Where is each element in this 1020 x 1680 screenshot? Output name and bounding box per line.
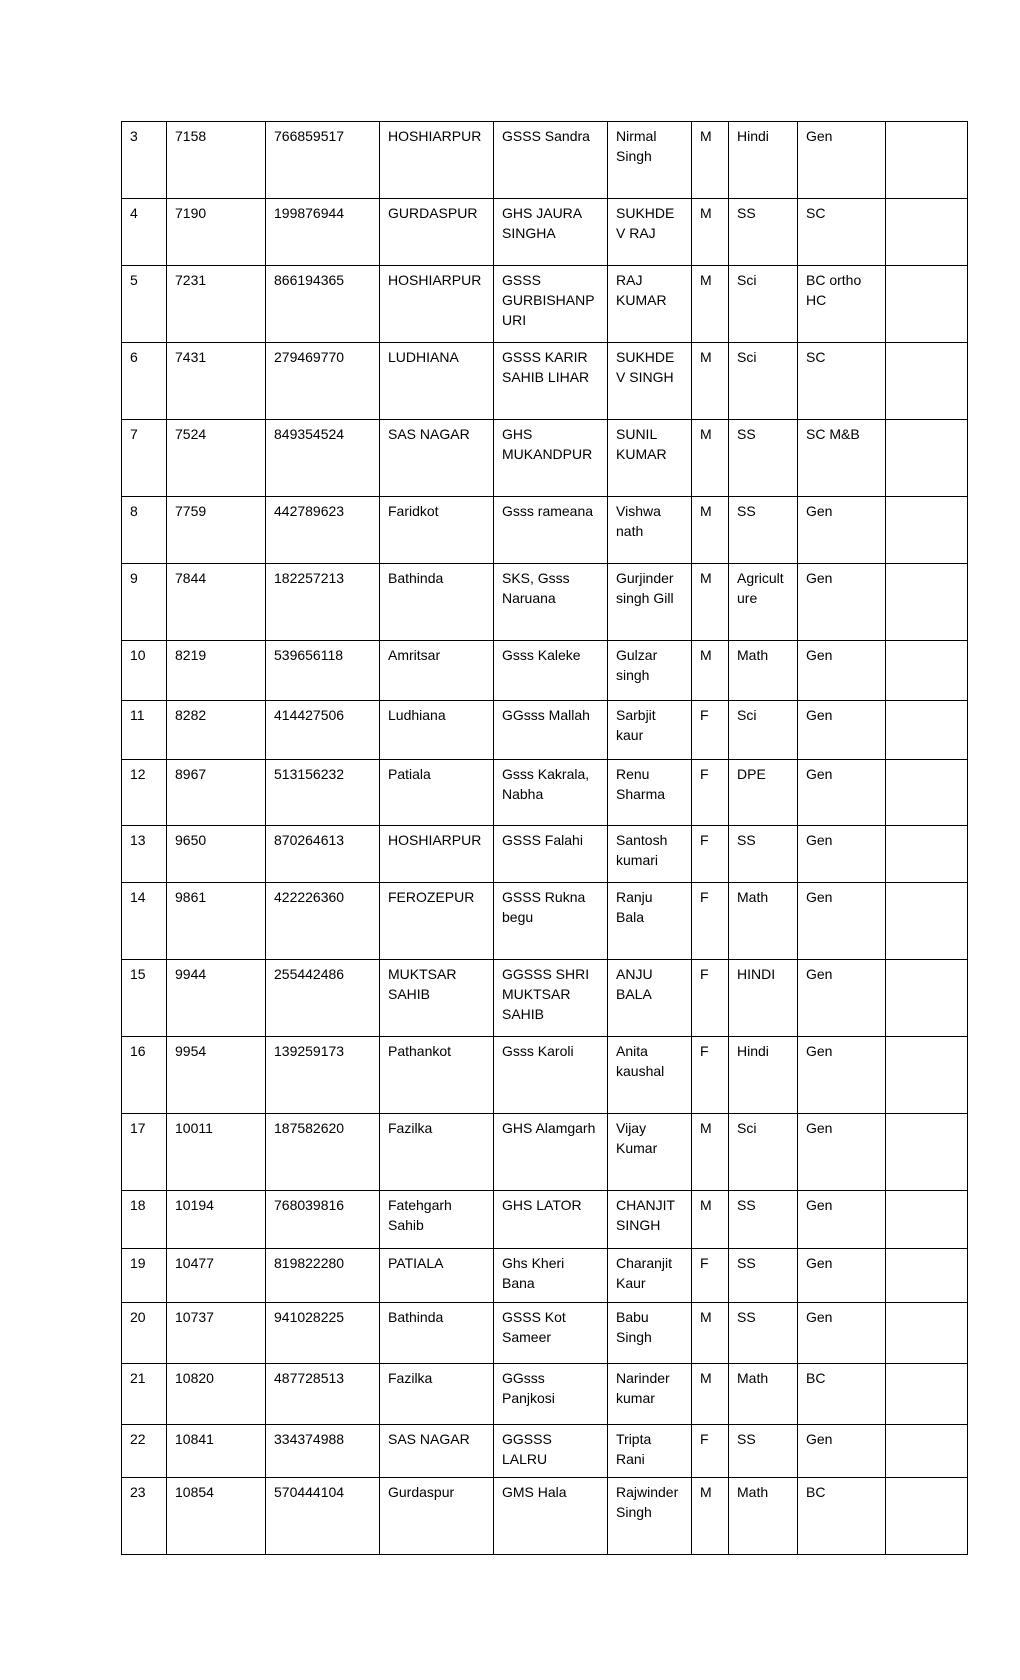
gender-cell: F <box>692 1425 729 1478</box>
serial-number-cell: 20 <box>122 1303 167 1364</box>
name-cell: Gurjinder singh Gill <box>608 564 692 641</box>
subject-cell: Hindi <box>729 122 798 199</box>
district-cell: PATIALA <box>380 1249 494 1303</box>
subject-cell: Math <box>729 641 798 701</box>
id-number-cell: 570444104 <box>266 1478 380 1555</box>
id-number-cell: 539656118 <box>266 641 380 701</box>
name-cell: Nirmal Singh <box>608 122 692 199</box>
category-cell: Gen <box>798 1114 886 1191</box>
school-cell: GSSS GURBISHANPURI <box>494 266 608 343</box>
table-row <box>122 1191 968 1249</box>
school-cell: GSSS Rukna begu <box>494 883 608 960</box>
district-cell: Patiala <box>380 760 494 826</box>
name-cell: Renu Sharma <box>608 760 692 826</box>
table-row <box>122 1478 968 1555</box>
school-cell: GSSS KARIR SAHIB LIHAR <box>494 343 608 420</box>
code-cell: 10011 <box>167 1114 266 1191</box>
remarks-cell <box>886 1364 968 1425</box>
table-row <box>122 1114 968 1191</box>
category-cell: Gen <box>798 826 886 883</box>
code-cell: 10737 <box>167 1303 266 1364</box>
serial-number-cell: 19 <box>122 1249 167 1303</box>
remarks-cell <box>886 564 968 641</box>
teacher-list-table <box>121 121 968 1555</box>
category-cell: Gen <box>798 641 886 701</box>
gender-cell: M <box>692 564 729 641</box>
serial-number-cell: 13 <box>122 826 167 883</box>
district-cell: Gurdaspur <box>380 1478 494 1555</box>
district-cell: LUDHIANA <box>380 343 494 420</box>
code-cell: 7158 <box>167 122 266 199</box>
school-cell: GGsss Mallah <box>494 701 608 760</box>
code-cell: 7231 <box>167 266 266 343</box>
code-cell: 7431 <box>167 343 266 420</box>
name-cell: SUKHDEV RAJ <box>608 199 692 266</box>
name-cell: Vijay Kumar <box>608 1114 692 1191</box>
table-row <box>122 564 968 641</box>
school-cell: GGsss Panjkosi <box>494 1364 608 1425</box>
serial-number-cell: 12 <box>122 760 167 826</box>
name-cell: SUKHDEV SINGH <box>608 343 692 420</box>
school-cell: Ghs Kheri Bana <box>494 1249 608 1303</box>
table-row <box>122 497 968 564</box>
table-row <box>122 199 968 266</box>
table-row <box>122 1037 968 1114</box>
name-cell: Gulzar singh <box>608 641 692 701</box>
name-cell: Narinder kumar <box>608 1364 692 1425</box>
school-cell: Gsss Kaleke <box>494 641 608 701</box>
remarks-cell <box>886 1191 968 1249</box>
remarks-cell <box>886 1114 968 1191</box>
serial-number-cell: 22 <box>122 1425 167 1478</box>
serial-number-cell: 18 <box>122 1191 167 1249</box>
code-cell: 9954 <box>167 1037 266 1114</box>
subject-cell: Sci <box>729 266 798 343</box>
table-row <box>122 701 968 760</box>
id-number-cell: 849354524 <box>266 420 380 497</box>
code-cell: 7524 <box>167 420 266 497</box>
category-cell: BC ortho HC <box>798 266 886 343</box>
id-number-cell: 513156232 <box>266 760 380 826</box>
serial-number-cell: 3 <box>122 122 167 199</box>
table-row <box>122 343 968 420</box>
serial-number-cell: 17 <box>122 1114 167 1191</box>
gender-cell: M <box>692 1364 729 1425</box>
table-row <box>122 122 968 199</box>
serial-number-cell: 11 <box>122 701 167 760</box>
school-cell: SKS, Gsss Naruana <box>494 564 608 641</box>
subject-cell: SS <box>729 1303 798 1364</box>
district-cell: GURDASPUR <box>380 199 494 266</box>
remarks-cell <box>886 199 968 266</box>
name-cell: Babu Singh <box>608 1303 692 1364</box>
gender-cell: M <box>692 420 729 497</box>
category-cell: Gen <box>798 122 886 199</box>
remarks-cell <box>886 1303 968 1364</box>
id-number-cell: 819822280 <box>266 1249 380 1303</box>
school-cell: GSSS Kot Sameer <box>494 1303 608 1364</box>
id-number-cell: 139259173 <box>266 1037 380 1114</box>
subject-cell: SS <box>729 497 798 564</box>
category-cell: BC <box>798 1478 886 1555</box>
remarks-cell <box>886 420 968 497</box>
subject-cell: Math <box>729 1478 798 1555</box>
remarks-cell <box>886 1037 968 1114</box>
category-cell: Gen <box>798 1249 886 1303</box>
subject-cell: SS <box>729 826 798 883</box>
subject-cell: HINDI <box>729 960 798 1037</box>
category-cell: Gen <box>798 883 886 960</box>
subject-cell: Sci <box>729 343 798 420</box>
subject-cell: DPE <box>729 760 798 826</box>
id-number-cell: 279469770 <box>266 343 380 420</box>
subject-cell: SS <box>729 1191 798 1249</box>
code-cell: 10841 <box>167 1425 266 1478</box>
gender-cell: M <box>692 1114 729 1191</box>
category-cell: Gen <box>798 960 886 1037</box>
school-cell: Gsss Karoli <box>494 1037 608 1114</box>
district-cell: Bathinda <box>380 564 494 641</box>
remarks-cell <box>886 826 968 883</box>
remarks-cell <box>886 701 968 760</box>
district-cell: FEROZEPUR <box>380 883 494 960</box>
remarks-cell <box>886 960 968 1037</box>
gender-cell: M <box>692 199 729 266</box>
gender-cell: F <box>692 701 729 760</box>
serial-number-cell: 6 <box>122 343 167 420</box>
table-row <box>122 420 968 497</box>
category-cell: Gen <box>798 701 886 760</box>
id-number-cell: 766859517 <box>266 122 380 199</box>
category-cell: Gen <box>798 1191 886 1249</box>
gender-cell: F <box>692 760 729 826</box>
table-row <box>122 883 968 960</box>
subject-cell: SS <box>729 1249 798 1303</box>
remarks-cell <box>886 343 968 420</box>
id-number-cell: 199876944 <box>266 199 380 266</box>
id-number-cell: 334374988 <box>266 1425 380 1478</box>
district-cell: Amritsar <box>380 641 494 701</box>
gender-cell: M <box>692 266 729 343</box>
table-row <box>122 641 968 701</box>
category-cell: SC M&B <box>798 420 886 497</box>
id-number-cell: 941028225 <box>266 1303 380 1364</box>
serial-number-cell: 5 <box>122 266 167 343</box>
school-cell: GHS LATOR <box>494 1191 608 1249</box>
table-body <box>122 122 968 1555</box>
gender-cell: M <box>692 1191 729 1249</box>
table-row <box>122 1249 968 1303</box>
name-cell: Vishwa nath <box>608 497 692 564</box>
remarks-cell <box>886 1478 968 1555</box>
school-cell: GGSSS LALRU <box>494 1425 608 1478</box>
code-cell: 10820 <box>167 1364 266 1425</box>
subject-cell: SS <box>729 199 798 266</box>
category-cell: Gen <box>798 564 886 641</box>
id-number-cell: 422226360 <box>266 883 380 960</box>
remarks-cell <box>886 1249 968 1303</box>
name-cell: Charanjit Kaur <box>608 1249 692 1303</box>
id-number-cell: 182257213 <box>266 564 380 641</box>
code-cell: 9861 <box>167 883 266 960</box>
district-cell: Fazilka <box>380 1114 494 1191</box>
code-cell: 7190 <box>167 199 266 266</box>
district-cell: Fazilka <box>380 1364 494 1425</box>
code-cell: 8219 <box>167 641 266 701</box>
subject-cell: Sci <box>729 1114 798 1191</box>
code-cell: 7844 <box>167 564 266 641</box>
subject-cell: Sci <box>729 701 798 760</box>
table-row <box>122 1303 968 1364</box>
code-cell: 7759 <box>167 497 266 564</box>
gender-cell: M <box>692 497 729 564</box>
district-cell: MUKTSAR SAHIB <box>380 960 494 1037</box>
subject-cell: Math <box>729 883 798 960</box>
name-cell: SUNIL KUMAR <box>608 420 692 497</box>
category-cell: SC <box>798 199 886 266</box>
subject-cell: SS <box>729 1425 798 1478</box>
code-cell: 9650 <box>167 826 266 883</box>
name-cell: Tripta Rani <box>608 1425 692 1478</box>
remarks-cell <box>886 641 968 701</box>
subject-cell: SS <box>729 420 798 497</box>
remarks-cell <box>886 122 968 199</box>
gender-cell: F <box>692 1037 729 1114</box>
gender-cell: F <box>692 826 729 883</box>
school-cell: GMS Hala <box>494 1478 608 1555</box>
code-cell: 8282 <box>167 701 266 760</box>
table-row <box>122 1364 968 1425</box>
gender-cell: M <box>692 343 729 420</box>
district-cell: Fatehgarh Sahib <box>380 1191 494 1249</box>
id-number-cell: 487728513 <box>266 1364 380 1425</box>
id-number-cell: 187582620 <box>266 1114 380 1191</box>
school-cell: GSSS Falahi <box>494 826 608 883</box>
serial-number-cell: 4 <box>122 199 167 266</box>
category-cell: SC <box>798 343 886 420</box>
name-cell: RAJ KUMAR <box>608 266 692 343</box>
table-row <box>122 1425 968 1478</box>
serial-number-cell: 9 <box>122 564 167 641</box>
gender-cell: M <box>692 122 729 199</box>
remarks-cell <box>886 497 968 564</box>
serial-number-cell: 8 <box>122 497 167 564</box>
subject-cell: Hindi <box>729 1037 798 1114</box>
id-number-cell: 442789623 <box>266 497 380 564</box>
gender-cell: F <box>692 883 729 960</box>
name-cell: CHANJIT SINGH <box>608 1191 692 1249</box>
gender-cell: M <box>692 1303 729 1364</box>
district-cell: HOSHIARPUR <box>380 826 494 883</box>
name-cell: Ranju Bala <box>608 883 692 960</box>
district-cell: Bathinda <box>380 1303 494 1364</box>
table-row <box>122 266 968 343</box>
serial-number-cell: 10 <box>122 641 167 701</box>
school-cell: GSSS Sandra <box>494 122 608 199</box>
remarks-cell <box>886 760 968 826</box>
subject-cell: Math <box>729 1364 798 1425</box>
name-cell: ANJU BALA <box>608 960 692 1037</box>
school-cell: GHS JAURA SINGHA <box>494 199 608 266</box>
code-cell: 10194 <box>167 1191 266 1249</box>
id-number-cell: 255442486 <box>266 960 380 1037</box>
name-cell: Sarbjit kaur <box>608 701 692 760</box>
remarks-cell <box>886 266 968 343</box>
gender-cell: F <box>692 1249 729 1303</box>
id-number-cell: 866194365 <box>266 266 380 343</box>
school-cell: Gsss rameana <box>494 497 608 564</box>
name-cell: Rajwinder Singh <box>608 1478 692 1555</box>
district-cell: HOSHIARPUR <box>380 122 494 199</box>
district-cell: Pathankot <box>380 1037 494 1114</box>
category-cell: Gen <box>798 1037 886 1114</box>
serial-number-cell: 7 <box>122 420 167 497</box>
category-cell: BC <box>798 1364 886 1425</box>
district-cell: Ludhiana <box>380 701 494 760</box>
district-cell: SAS NAGAR <box>380 1425 494 1478</box>
code-cell: 10477 <box>167 1249 266 1303</box>
id-number-cell: 414427506 <box>266 701 380 760</box>
category-cell: Gen <box>798 1303 886 1364</box>
name-cell: Santosh kumari <box>608 826 692 883</box>
district-cell: HOSHIARPUR <box>380 266 494 343</box>
code-cell: 8967 <box>167 760 266 826</box>
gender-cell: F <box>692 960 729 1037</box>
serial-number-cell: 16 <box>122 1037 167 1114</box>
code-cell: 9944 <box>167 960 266 1037</box>
id-number-cell: 870264613 <box>266 826 380 883</box>
serial-number-cell: 15 <box>122 960 167 1037</box>
remarks-cell <box>886 1425 968 1478</box>
category-cell: Gen <box>798 760 886 826</box>
table-row <box>122 960 968 1037</box>
serial-number-cell: 23 <box>122 1478 167 1555</box>
district-cell: Faridkot <box>380 497 494 564</box>
district-cell: SAS NAGAR <box>380 420 494 497</box>
table-row <box>122 760 968 826</box>
subject-cell: Agriculture <box>729 564 798 641</box>
gender-cell: M <box>692 1478 729 1555</box>
code-cell: 10854 <box>167 1478 266 1555</box>
name-cell: Anita kaushal <box>608 1037 692 1114</box>
school-cell: GHS MUKANDPUR <box>494 420 608 497</box>
id-number-cell: 768039816 <box>266 1191 380 1249</box>
serial-number-cell: 21 <box>122 1364 167 1425</box>
school-cell: GHS Alamgarh <box>494 1114 608 1191</box>
gender-cell: M <box>692 641 729 701</box>
table-row <box>122 826 968 883</box>
category-cell: Gen <box>798 497 886 564</box>
school-cell: GGSSS SHRI MUKTSAR SAHIB <box>494 960 608 1037</box>
remarks-cell <box>886 883 968 960</box>
category-cell: Gen <box>798 1425 886 1478</box>
serial-number-cell: 14 <box>122 883 167 960</box>
school-cell: Gsss Kakrala, Nabha <box>494 760 608 826</box>
